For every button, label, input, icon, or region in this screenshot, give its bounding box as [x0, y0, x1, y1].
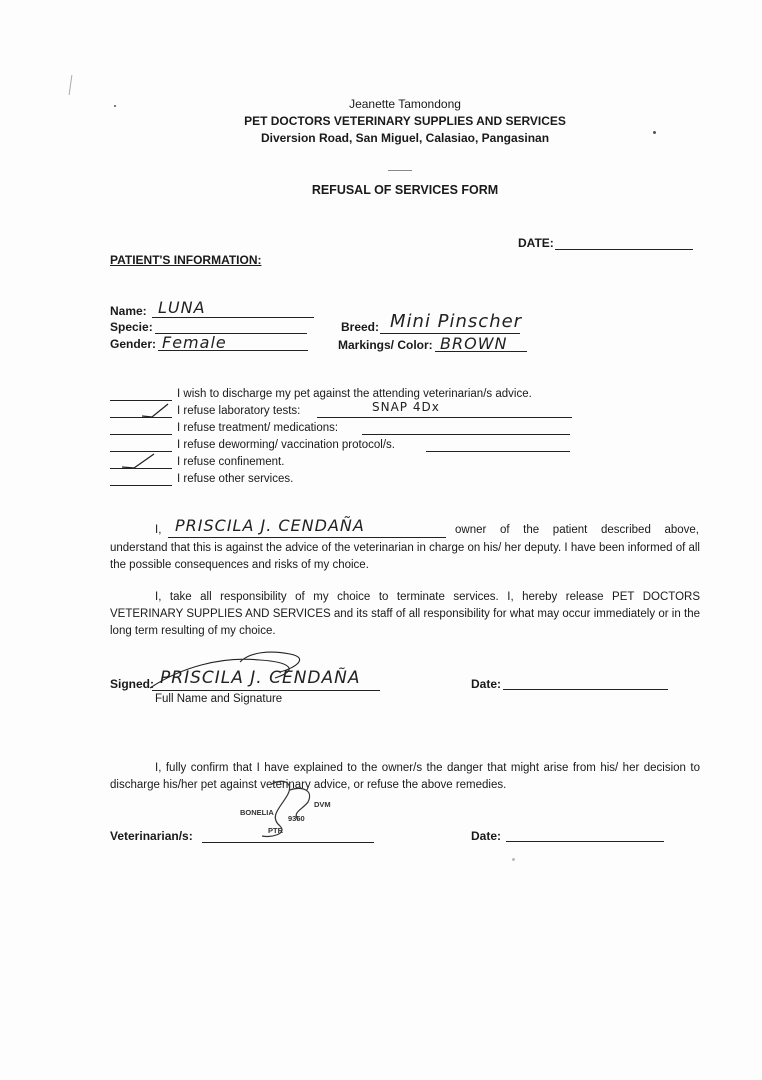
owner-statement-suffix: owner of the patient described above,: [455, 524, 699, 536]
clinic-owner-name: Jeanette Tamondong: [349, 97, 461, 111]
treatment-detail-line[interactable]: [362, 434, 570, 435]
breed-label: Breed:: [341, 320, 380, 334]
scan-speck: [512, 858, 515, 861]
stamp-line-2: DVM: [314, 800, 331, 809]
lab-tests-detail: SNAP 4Dx: [372, 400, 440, 414]
option-lab-tests: I refuse laboratory tests:: [177, 405, 301, 417]
gender-label: Gender:: [110, 337, 157, 351]
option-deworming: I refuse deworming/ vaccination protocol/s.: [177, 439, 395, 451]
scan-speck: [114, 105, 116, 107]
patient-info-heading: PATIENT'S INFORMATION:: [110, 253, 262, 267]
owner-statement-body: understand that this is against the advice of the veterinarian in charge on his/ her deputy. I have been informed of all the possible consequences and risks of my choice.: [110, 542, 700, 571]
vet-statement: I, fully confirm that I have explained to the owner/s the danger that might arise from his/ her decision to discharge his/her pet against veterinary advice, or refuse the above remedies.: [110, 762, 700, 791]
lab-tests-detail-line[interactable]: [317, 417, 572, 418]
breed-value: Mini Pinscher: [390, 311, 523, 332]
gender-value: Female: [162, 333, 227, 352]
signed-date-line[interactable]: [503, 689, 668, 690]
owner-name-value: PRISCILA J. CENDAÑA: [175, 516, 365, 535]
vet-date-line[interactable]: [506, 841, 664, 842]
option-treatment: I refuse treatment/ medications:: [177, 422, 339, 434]
name-label: Name:: [110, 304, 147, 318]
date-label: DATE:: [518, 236, 554, 250]
header-dash: [388, 170, 412, 171]
date-field-line[interactable]: [555, 249, 693, 250]
deworming-detail-line[interactable]: [426, 451, 570, 452]
owner-name-line[interactable]: [168, 537, 446, 538]
responsibility-paragraph: I, take all responsibility of my choice to terminate services. I, hereby release PET DOCTORS VETERINARY SUPPLIES AND SERVICES and its staff of all responsibility for what may occur immediately or in the long term resulting of my choice.: [110, 591, 700, 637]
stamp-line-1: BONELIA: [240, 808, 274, 817]
signed-label: Signed:: [110, 677, 154, 691]
option-other-services: I refuse other services.: [177, 473, 294, 485]
veterinarian-label: Veterinarian/s:: [110, 829, 193, 843]
signed-name-value: PRISCILA J. CENDAÑA: [160, 668, 361, 688]
option-line-other[interactable]: [110, 485, 172, 486]
stamp-line-4: PTR: [268, 826, 283, 835]
vet-date-label: Date:: [471, 829, 502, 843]
name-value: LUNA: [158, 298, 206, 317]
clinic-name: PET DOCTORS VETERINARY SUPPLIES AND SERVICES: [244, 114, 566, 128]
signature-caption: Full Name and Signature: [155, 693, 283, 705]
markings-label: Markings/ Color:: [338, 338, 433, 352]
specie-label: Specie:: [110, 320, 153, 334]
clinic-address: Diversion Road, San Miguel, Calasiao, Pangasinan: [260, 131, 550, 145]
form-title: REFUSAL OF SERVICES FORM: [311, 183, 499, 197]
signed-date-label: Date:: [471, 677, 502, 691]
option-line-treatment[interactable]: [110, 434, 172, 435]
option-line-discharge[interactable]: [110, 400, 172, 401]
scan-speck: [653, 131, 656, 134]
option-confinement: I refuse confinement.: [177, 456, 285, 468]
name-field-line[interactable]: [152, 317, 314, 318]
owner-statement-prefix: I,: [155, 524, 162, 536]
markings-value: BROWN: [440, 334, 508, 353]
stamp-line-3: 9350: [288, 814, 305, 823]
check-mark-confinement: [120, 452, 156, 470]
veterinarian-signature-line[interactable]: [202, 842, 374, 843]
check-mark-lab-tests: [140, 402, 170, 418]
scan-mark: [69, 75, 73, 95]
option-discharge: I wish to discharge my pet against the attending veterinarian/s advice.: [177, 388, 532, 400]
